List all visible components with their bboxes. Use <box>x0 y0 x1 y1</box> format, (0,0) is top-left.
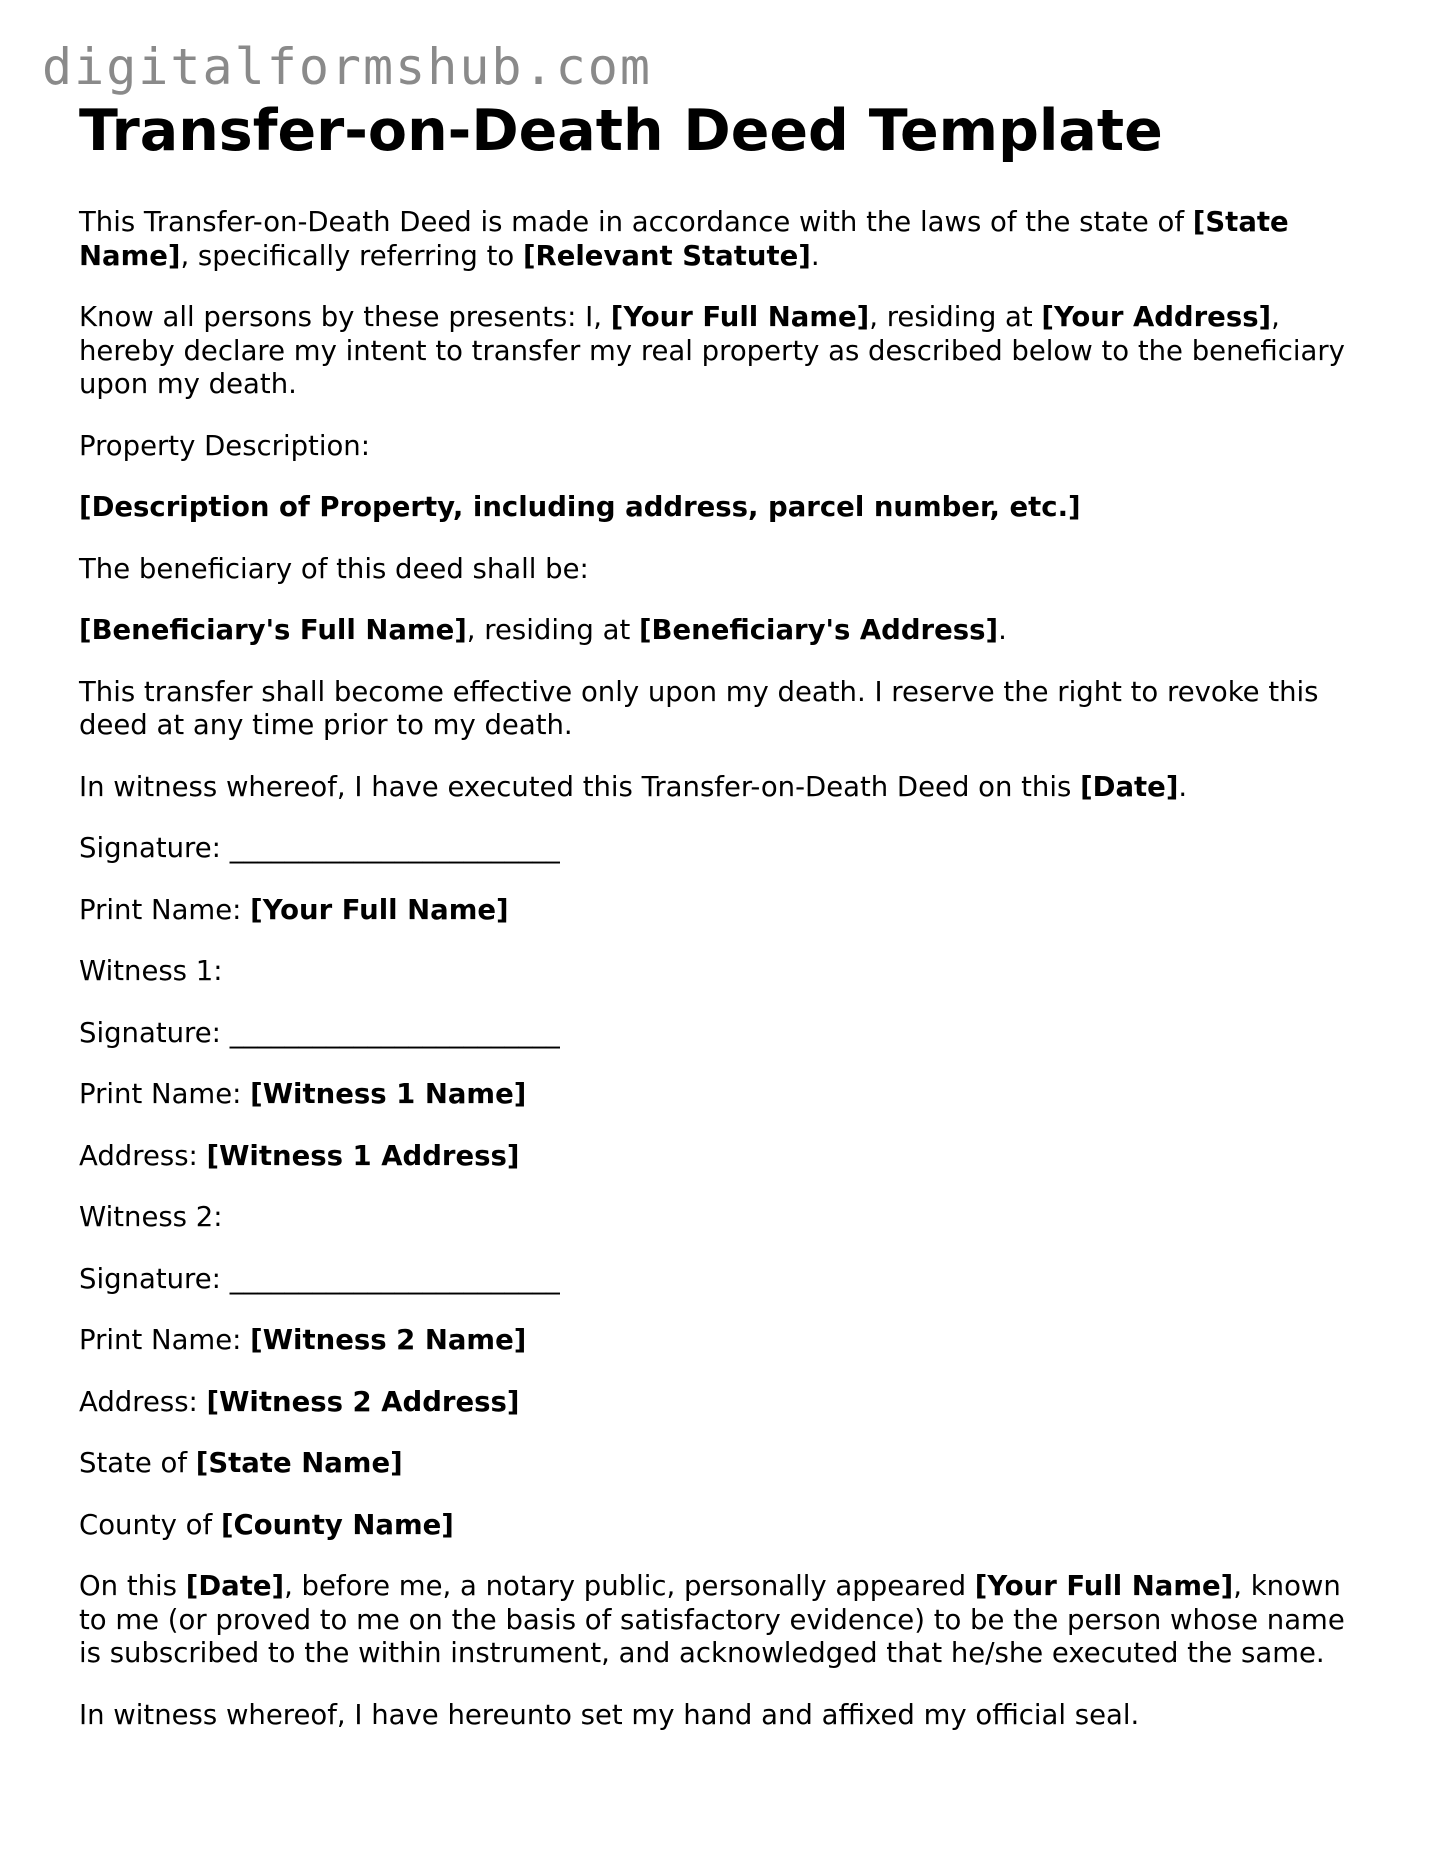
property-placeholder-text: [Description of Property, including address, parcel number, etc.] <box>79 491 1081 523</box>
witness1-heading: Witness 1: <box>79 955 223 987</box>
county-label: County of <box>79 1508 221 1541</box>
signature-blank: ________________________ <box>229 1016 560 1049</box>
statute-placeholder: [Relevant Statute] <box>522 239 811 272</box>
notary-paragraph <box>79 1570 1369 1671</box>
state-line <box>79 1447 1369 1481</box>
beneficiary-text: . <box>998 614 1007 646</box>
date-placeholder: [Date] <box>185 1570 285 1602</box>
witness1-signature-line <box>79 1017 1369 1051</box>
full-name-placeholder: [Your Full Name] <box>610 301 870 333</box>
print-name-label: Print Name: <box>79 893 251 926</box>
beneficiary-address-placeholder: [Beneficiary's Address] <box>638 614 999 646</box>
beneficiary-name-placeholder: [Beneficiary's Full Name] <box>79 614 467 646</box>
owner-print-name <box>79 894 1369 928</box>
address-placeholder: [Your Address] <box>1041 301 1272 333</box>
beneficiary-paragraph <box>79 614 1369 648</box>
declaration-text: , hereby declare my intent to transfer my real property as described below to the beneficiary upon my death. <box>79 301 1345 400</box>
date-placeholder: [Date] <box>1080 770 1179 803</box>
address-label: Address: <box>79 1385 207 1418</box>
witness2-heading: Witness 2: <box>79 1201 223 1233</box>
document-body <box>79 206 1369 1760</box>
witness1-name-placeholder: [Witness 1 Name] <box>250 1078 527 1110</box>
witness2-signature-line <box>79 1263 1369 1297</box>
signature-label: Signature: <box>79 1262 230 1295</box>
notary-text: , before me, a notary public, personally appeared <box>284 1570 975 1602</box>
intro-text: , specifically referring to <box>180 239 523 272</box>
owner-signature-line <box>79 832 1369 866</box>
witness1-address-placeholder: [Witness 1 Address] <box>206 1139 520 1172</box>
state-label: State of <box>79 1447 196 1479</box>
notary-text: , known to me (or proved to me on the basis of satisfactory evidence) to be the person whose name is subscribed to the within instrument, and acknowledged that he/she executed the same. <box>79 1570 1345 1669</box>
execution-text: . <box>1178 770 1188 803</box>
witness2-address-placeholder: [Witness 2 Address] <box>206 1385 520 1418</box>
intro-text: This Transfer-on-Death Deed is made in accordance with the laws of the state of <box>79 206 1193 238</box>
execution-text: In witness whereof, I have executed this Transfer-on-Death Deed on this <box>79 770 1081 803</box>
witness2-address <box>79 1386 1369 1420</box>
print-name-label: Print Name: <box>79 1078 251 1110</box>
signature-label: Signature: <box>79 1016 230 1049</box>
declaration-paragraph <box>79 301 1369 402</box>
county-name-placeholder: [County Name] <box>220 1508 454 1541</box>
execution-paragraph <box>79 771 1369 805</box>
property-description-placeholder <box>79 491 1369 525</box>
address-label: Address: <box>79 1139 207 1172</box>
signature-blank: ________________________ <box>229 832 560 864</box>
county-line <box>79 1509 1369 1543</box>
state-name-placeholder: [State Name] <box>79 206 1289 272</box>
print-name-placeholder: [Your Full Name] <box>250 893 509 926</box>
witness2-name-placeholder: [Witness 2 Name] <box>250 1324 527 1356</box>
witness2-print-name <box>79 1324 1369 1358</box>
signature-blank: ________________________ <box>229 1262 560 1295</box>
beneficiary-intro: The beneficiary of this deed shall be: <box>79 552 589 585</box>
declaration-text: , residing at <box>869 301 1042 333</box>
declaration-text: Know all persons by these presents: I, <box>79 301 611 333</box>
beneficiary-text: , residing at <box>466 614 639 646</box>
watermark-logo: digitalformshub.com <box>42 38 652 96</box>
intro-paragraph <box>79 206 1369 273</box>
effective-clause: This transfer shall become effective only upon my death. I reserve the right to revoke this deed at any time prior to my death. <box>79 675 1319 741</box>
notary-text: On this <box>79 1570 186 1602</box>
full-name-placeholder: [Your Full Name] <box>974 1570 1234 1602</box>
signature-label: Signature: <box>79 832 230 864</box>
property-label: Property Description: <box>79 429 370 462</box>
intro-text: . <box>810 239 820 272</box>
state-name-placeholder: [State Name] <box>195 1447 403 1479</box>
page-title: Transfer-on-Death Deed Template <box>79 98 1163 164</box>
witness1-print-name <box>79 1078 1369 1112</box>
print-name-label: Print Name: <box>79 1324 251 1356</box>
closing-paragraph: In witness whereof, I have hereunto set my hand and affixed my official seal. <box>79 1698 1140 1731</box>
witness1-address <box>79 1140 1369 1174</box>
